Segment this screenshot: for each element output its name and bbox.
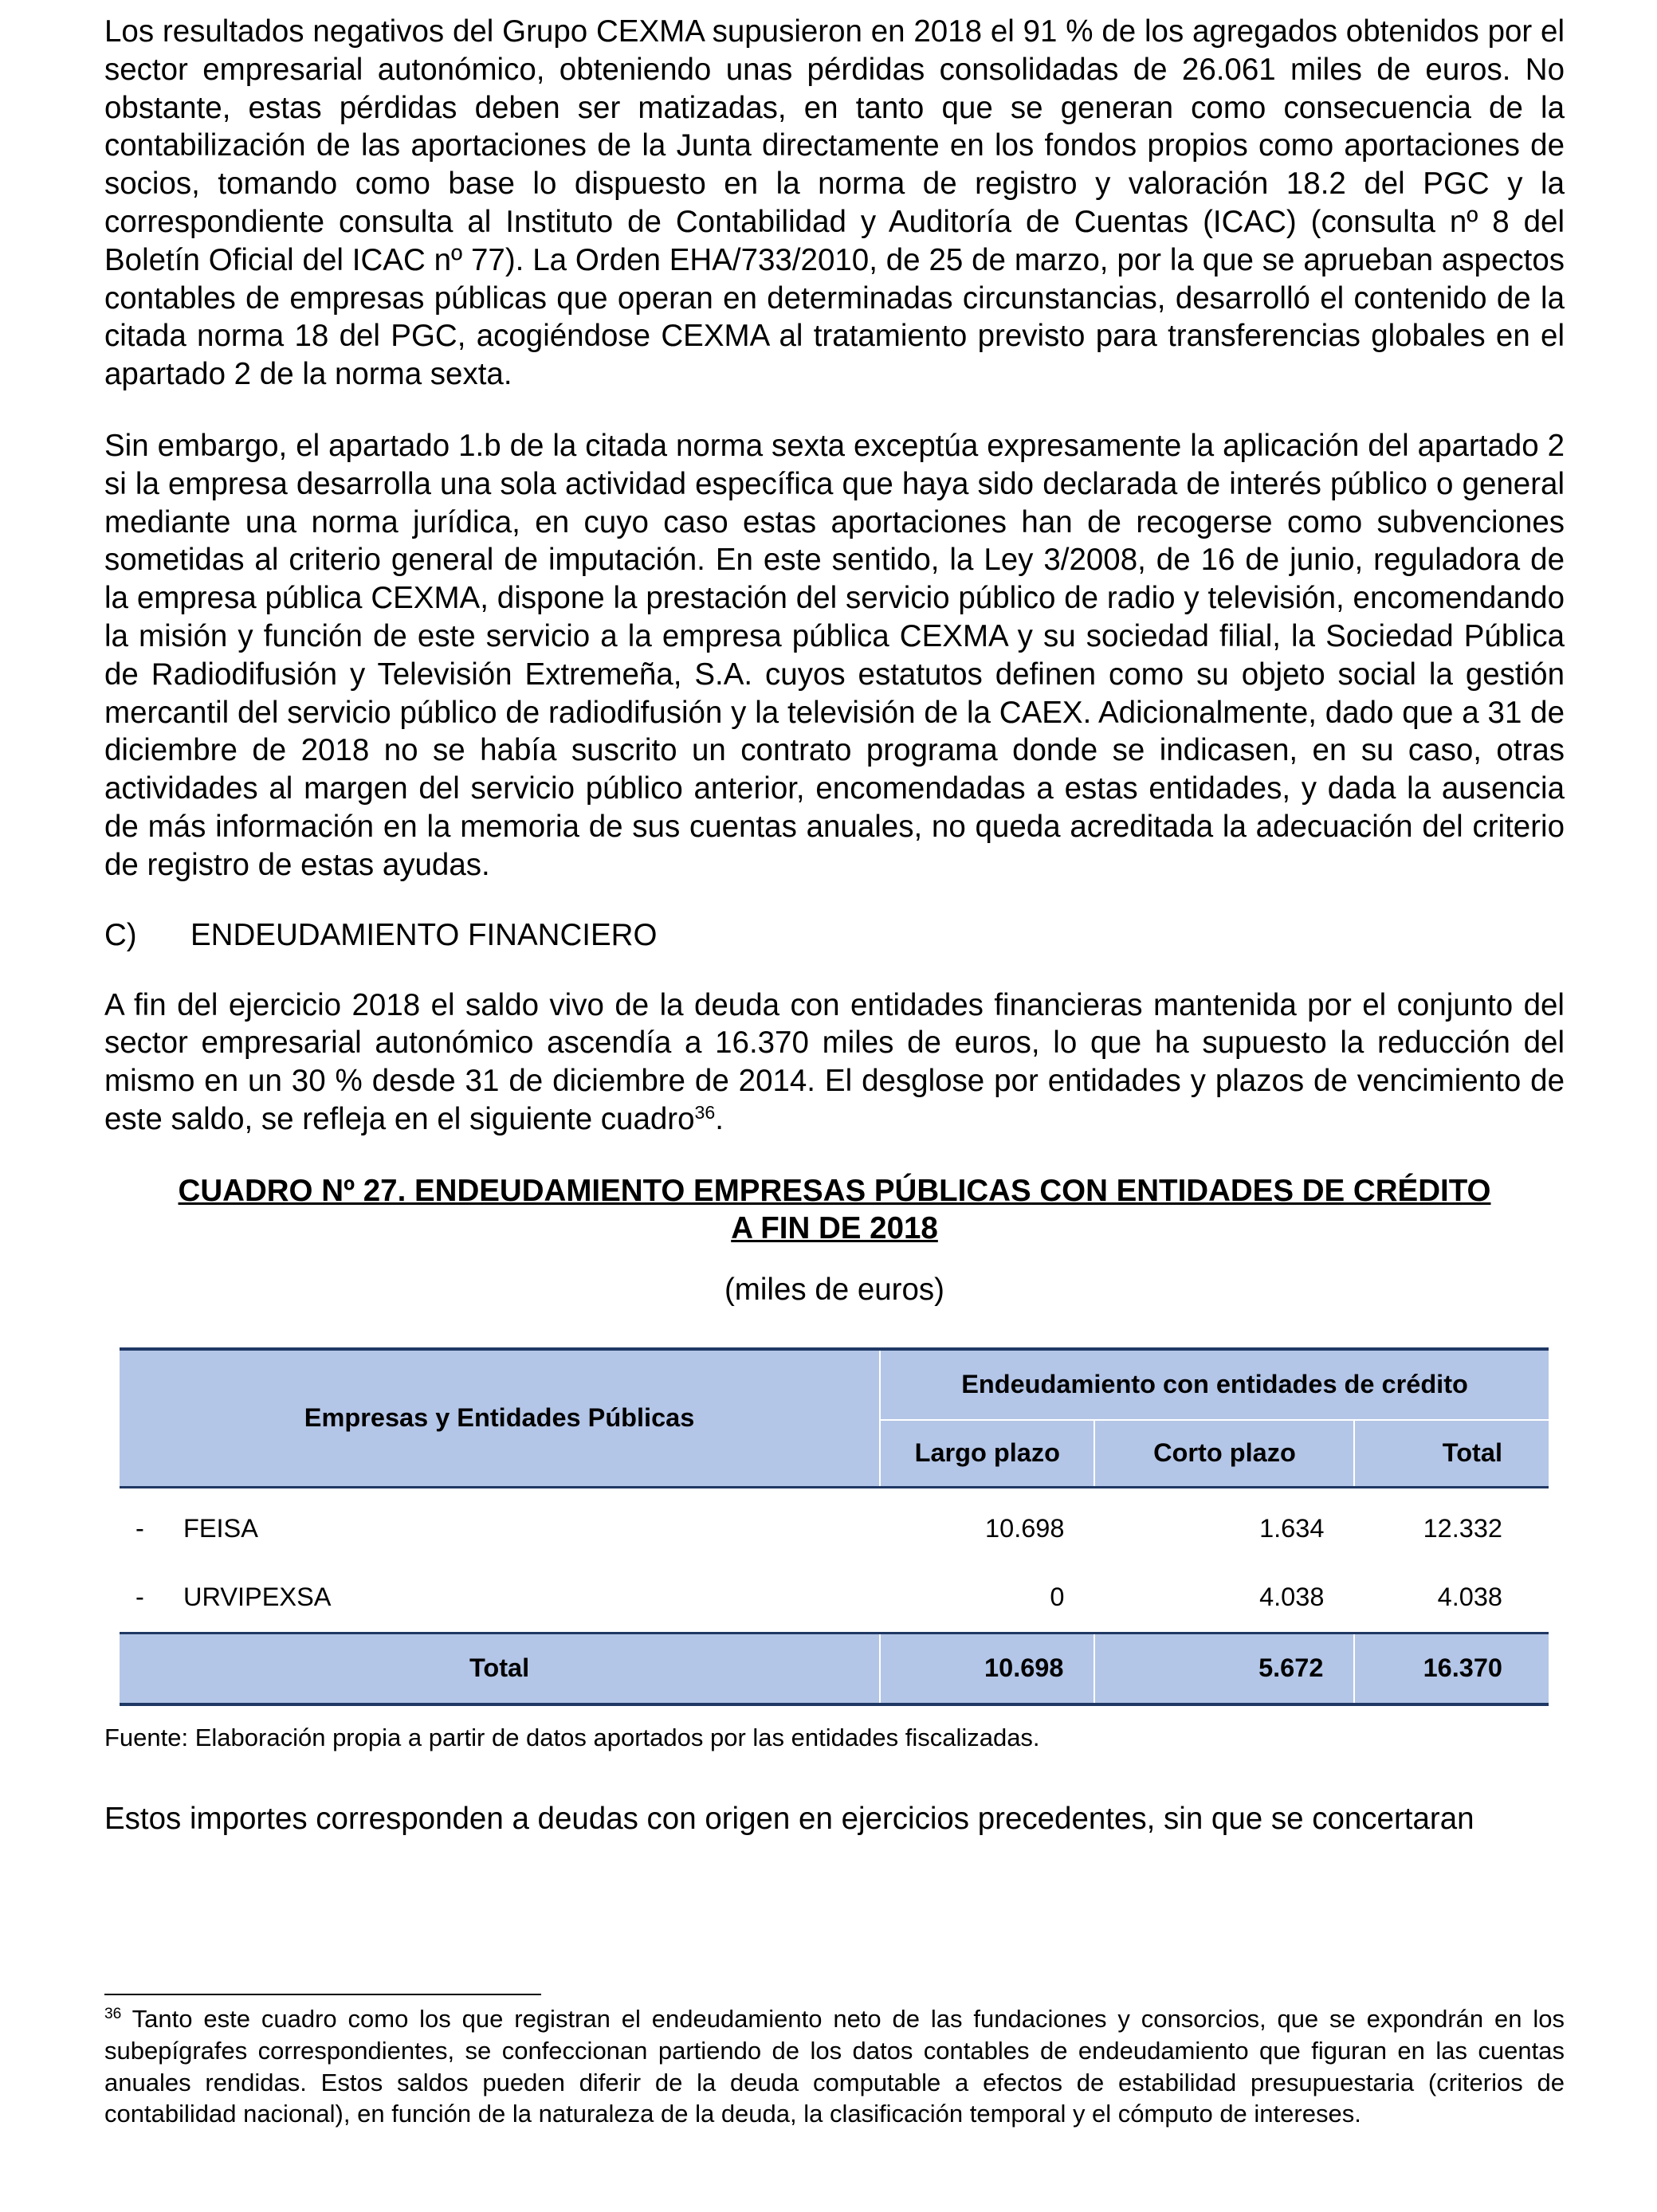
paragraph-debt-text: A fin del ejercicio 2018 el saldo vivo de la deuda con entidades financieras mantenida por el conjunto del sector empresarial autonómico ascendía a 16.370 miles de euros, lo que ha supuesto la reducción del mismo en un 30 % desde 31 de diciembre de 2014. El desglose por entidades y plazos de vencimiento de este saldo, se refleja en el siguiente cuadro — [104, 987, 1565, 1136]
row-dash: - — [135, 1583, 144, 1612]
paragraph-cexma-results: Los resultados negativos del Grupo CEXMA supusieron en 2018 el 91 % de los agregados obtenidos por el sector empresarial autonómico, obteniendo unas pérdidas consolidadas de 26.061 miles de euros. No obstante, estas pérdidas deben ser matizadas, en tanto que se generan como consecuencia de la contabilización de las aportaciones de la Junta directamente en los fondos propios como aportaciones de socios, tomando como base lo dispuesto en la norma de registro y valoración 18.2 del PGC y la correspondiente consulta al Instituto de Contabilidad y Auditoría de Cuentas (ICAC) (consulta nº 8 del Boletín Oficial del ICAC nº 77). La Orden EHA/733/2010, de 25 de marzo, por la que se aprueban aspectos contables de empresas públicas que operan en determinadas circunstancias, desarrolló el contenido de la citada norma 18 del PGC, acogiéndose CEXMA al tratamiento previsto para transferencias globales en el apartado 2 de la norma sexta. — [104, 14, 1565, 392]
table-total-row — [120, 1633, 1549, 1704]
paragraph-debt — [104, 986, 1565, 1139]
section-heading — [104, 916, 1565, 955]
row-entity — [120, 1487, 880, 1563]
table-row — [120, 1563, 1549, 1634]
total-total: 16.370 — [1354, 1633, 1549, 1704]
row-largo: 10.698 — [985, 1514, 1065, 1543]
paragraph-origin: Estos importes corresponden a deudas con origen en ejercicios precedentes, sin que se concertaran — [104, 1801, 1474, 1836]
table-title-line-2: A FIN DE 2018 — [731, 1210, 938, 1245]
row-total: 12.332 — [1423, 1514, 1502, 1543]
header-corto-plazo: Corto plazo — [1094, 1420, 1354, 1488]
row-entity-name: FEISA — [183, 1514, 258, 1543]
document-page — [104, 13, 1565, 1838]
row-dash: - — [135, 1514, 144, 1543]
table-source: Fuente: Elaboración propia a partir de datos aportados por las entidades fiscalizadas. — [104, 1723, 1040, 1751]
row-entity — [120, 1563, 880, 1634]
section-letter: C) — [104, 917, 137, 952]
row-total: 4.038 — [1437, 1583, 1502, 1612]
table-row — [120, 1487, 1549, 1563]
table-units: (miles de euros) — [724, 1272, 944, 1307]
footnote — [104, 2003, 1565, 2130]
footnote-reference[interactable]: 36 — [694, 1102, 716, 1124]
paragraph-debt-end: . — [715, 1101, 724, 1136]
row-corto: 4.038 — [1259, 1583, 1325, 1612]
total-label: Total — [120, 1633, 880, 1704]
total-largo: 10.698 — [880, 1633, 1094, 1704]
paragraph-norma-sexta: Sin embargo, el apartado 1.b de la citada norma sexta exceptúa expresamente la aplicación del apartado 2 si la empresa desarrolla una sola actividad específica que haya sido declarada de interés público o general mediante una norma jurídica, en cuyo caso estas aportaciones han de recogerse como subvenciones sometidas al criterio general de imputación. En este sentido, la Ley 3/2008, de 16 de junio, reguladora de la empresa pública CEXMA, dispone la prestación del servicio público de radio y televisión, encomendando la misión y función de este servicio a la empresa pública CEXMA y su sociedad filial, la Sociedad Pública de Radiodifusión y Televisión Extremeña, S.A. cuyos estatutos definen como su objeto social la gestión mercantil del servicio público de radiodifusión y la televisión de la CAEX. Adicionalmente, dado que a 31 de diciembre de 2018 no se había suscrito un contrato programa donde se indicasen, en su caso, otras actividades al margen del servicio público anterior, encomendadas a estas entidades, y dada la ausencia de más información en la memoria de sus cuentas anuales, no queda acreditada la adecuación del criterio de registro de estas ayudas. — [104, 428, 1565, 882]
row-entity-name: URVIPEXSA — [183, 1583, 332, 1612]
header-largo-plazo: Largo plazo — [880, 1420, 1094, 1488]
section-title: ENDEUDAMIENTO FINANCIERO — [190, 917, 658, 952]
header-entity: Empresas y Entidades Públicas — [120, 1349, 880, 1488]
footnote-number: 36 — [104, 2006, 122, 2023]
table-title — [104, 1172, 1565, 1247]
debt-table — [120, 1347, 1549, 1706]
table-title-line-1: CUADRO Nº 27. ENDEUDAMIENTO EMPRESAS PÚBLICAS CON ENTIDADES DE CRÉDITO — [178, 1173, 1491, 1208]
total-corto: 5.672 — [1094, 1633, 1354, 1704]
footnote-divider — [104, 1994, 541, 1995]
header-group: Endeudamiento con entidades de crédito — [880, 1349, 1549, 1420]
row-corto: 1.634 — [1259, 1514, 1325, 1543]
row-largo: 0 — [1050, 1583, 1065, 1612]
footnote-text: Tanto este cuadro como los que registran el endeudamiento neto de las fundaciones y consorcios, que se expondrán en los subepígrafes correspondientes, se confeccionan partiendo de los datos contables de endeudamiento que figuran en las cuentas anuales rendidas. Estos saldos pueden diferir de la deuda computable a efectos de estabilidad presupuestaria (criterios de contabilidad nacional), en función de la naturaleza de la deuda, la clasificación temporal y el cómputo de intereses. — [104, 2005, 1565, 2128]
header-total: Total — [1354, 1420, 1549, 1488]
